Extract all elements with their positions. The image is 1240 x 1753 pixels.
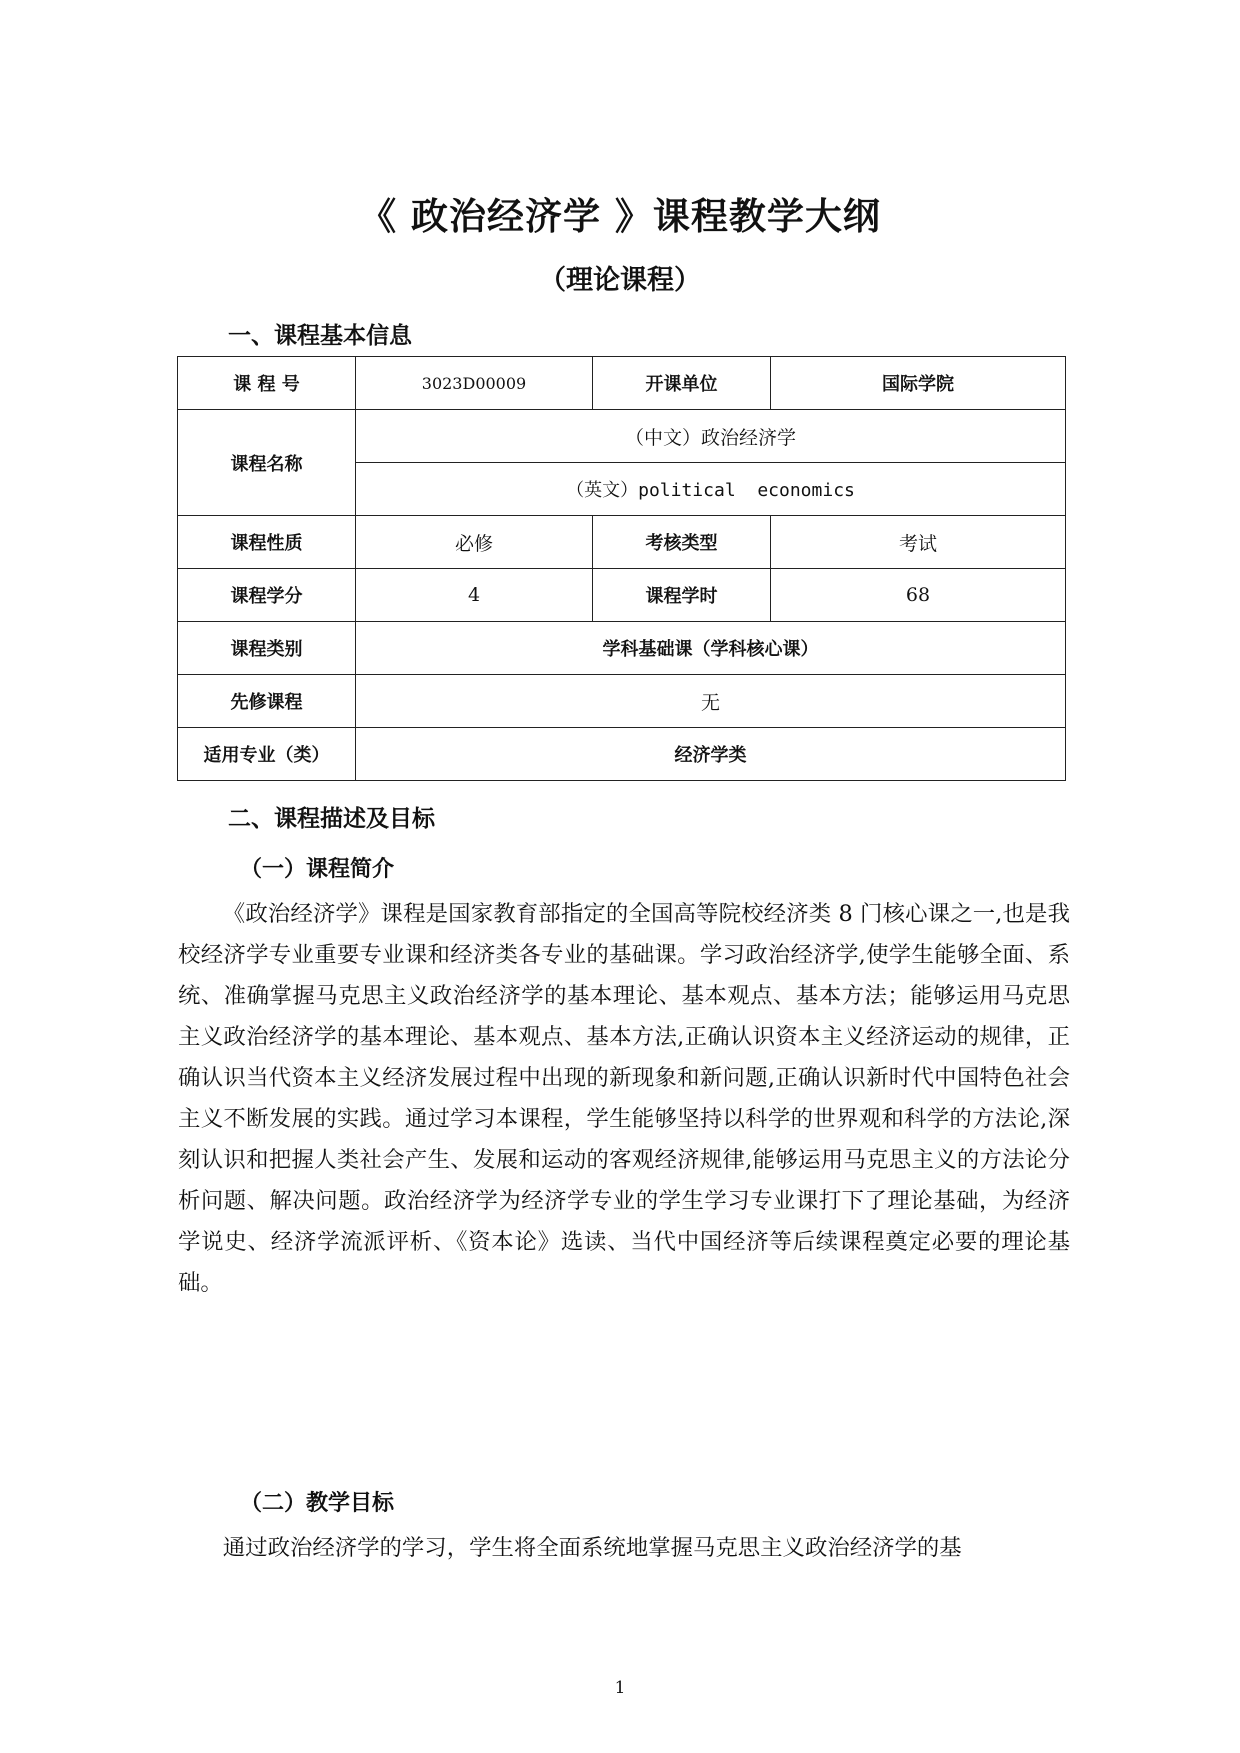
- major-label: 适用专业（类）: [178, 728, 356, 781]
- subheading-course-intro: （一）课程简介: [240, 856, 395, 882]
- course-intro-paragraph: 《政治经济学》课程是国家教育部指定的全国高等院校经济类 8 门核心课之一,也是我校经济学专业重要专业课和经济类各专业的基础课。学习政治经济学,使学生能够全面、系统、准确掌握马克思主义政治经济学的基本理论、基本观点、基本方法；能够运用马克思主义政治经济学的基本理论、基本观点、基本方法,正确认识资本主义经济运动的规律，正确认识当代资本主义经济发展过程中出现的新现象和新问题,正确认识新时代中国特色社会主义不断发展的实践。通过学习本课程，学生能够坚持以科学的世界观和科学的方法论,深刻认识和把握人类社会产生、发展和运动的客观经济规律,能够运用马克思主义的方法论分析问题、解决问题。政治经济学为经济学专业的学生学习专业课打下了理论基础，为经济学说史、经济学流派评析、《资本论》选读、当代中国经济等后续课程奠定必要的理论基础。: [178, 901, 1070, 1296]
- nature-label: 课程性质: [178, 516, 356, 569]
- prereq-value: 无: [356, 675, 1066, 728]
- table-row: [178, 357, 1066, 410]
- subheading-teaching-goals: （二）教学目标: [240, 1490, 395, 1516]
- course-name-cn: （中文）政治经济学: [356, 410, 1066, 463]
- document-subtitle: （理论课程）: [539, 265, 701, 296]
- course-no-label: 课 程 号: [178, 357, 356, 410]
- table-row: [178, 728, 1066, 781]
- major-value: 经济学类: [356, 728, 1066, 781]
- category-value: 学科基础课（学科核心课）: [356, 622, 1066, 675]
- page-number: 1: [614, 1678, 626, 1698]
- dept-label: 开课单位: [593, 357, 771, 410]
- dept-value: 国际学院: [771, 357, 1066, 410]
- course-info-table: [177, 356, 1066, 781]
- table-row: [178, 622, 1066, 675]
- hours-value: 68: [771, 569, 1066, 622]
- table-row: [178, 675, 1066, 728]
- nature-value: 必修: [356, 516, 593, 569]
- document-title: 《 政治经济学 》课程教学大纲: [359, 195, 881, 238]
- section-heading-description: 二、课程描述及目标: [228, 806, 435, 832]
- table-row: [178, 569, 1066, 622]
- prereq-label: 先修课程: [178, 675, 356, 728]
- category-label: 课程类别: [178, 622, 356, 675]
- assess-value: 考试: [771, 516, 1066, 569]
- course-name-en: （英文）political economics: [356, 463, 1066, 516]
- course-no-value: 3023D00009: [356, 357, 593, 410]
- credit-label: 课程学分: [178, 569, 356, 622]
- teaching-goals-paragraph: 通过政治经济学的学习，学生将全面系统地掌握马克思主义政治经济学的基: [222, 1535, 962, 1561]
- table-row: [178, 410, 1066, 463]
- course-name-label: 课程名称: [178, 410, 356, 516]
- section-heading-basic-info: 一、课程基本信息: [228, 323, 412, 349]
- table-row: [178, 516, 1066, 569]
- credit-value: 4: [356, 569, 593, 622]
- hours-label: 课程学时: [593, 569, 771, 622]
- assess-label: 考核类型: [593, 516, 771, 569]
